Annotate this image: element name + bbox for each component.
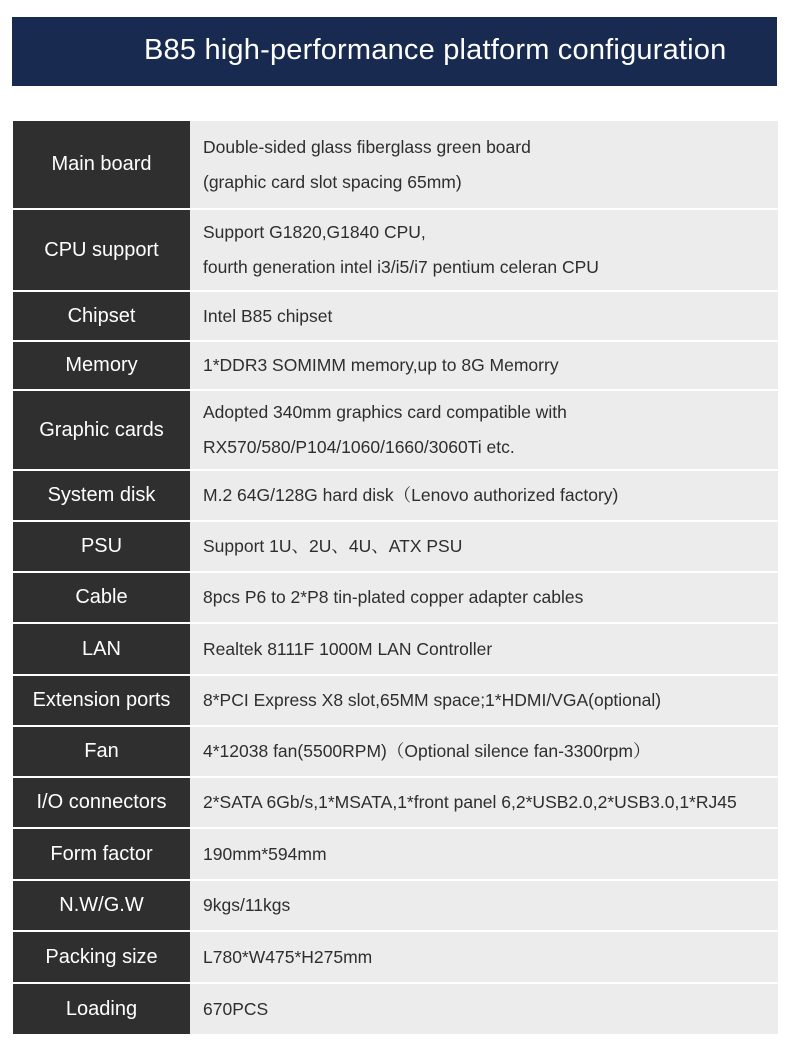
spec-row <box>13 727 778 778</box>
spec-label: Main board <box>13 121 190 208</box>
spec-row <box>13 624 778 676</box>
spec-value-line: 4*12038 fan(5500RPM)（Optional silence fan-3300rpm） <box>203 741 651 761</box>
spec-value <box>190 932 778 982</box>
spec-value <box>190 292 778 340</box>
spec-row <box>13 778 778 829</box>
spec-label: Extension ports <box>13 676 190 725</box>
spec-row <box>13 292 778 342</box>
spec-row <box>13 676 778 727</box>
spec-value-line: 8*PCI Express X8 slot,65MM space;1*HDMI/VGA(optional) <box>203 690 662 710</box>
spec-label: Chipset <box>13 292 190 340</box>
spec-value <box>190 391 778 469</box>
spec-value <box>190 778 778 827</box>
spec-label: PSU <box>13 522 190 571</box>
spec-value-line: 9kgs/11kgs <box>203 895 291 915</box>
spec-label: Cable <box>13 573 190 622</box>
spec-label: LAN <box>13 624 190 674</box>
spec-value-line: Support 1U、2U、4U、ATX PSU <box>203 536 463 556</box>
spec-value-line: RX570/580/P104/1060/1660/3060Ti etc. <box>203 437 515 457</box>
spec-value-line: Intel B85 chipset <box>203 305 333 326</box>
spec-label: Graphic cards <box>13 391 190 469</box>
spec-value-line: 670PCS <box>203 998 269 1019</box>
spec-value <box>190 522 778 571</box>
spec-row <box>13 984 778 1034</box>
spec-value <box>190 573 778 622</box>
spec-value <box>190 624 778 674</box>
spec-value <box>190 881 778 930</box>
header-banner <box>12 17 777 86</box>
spec-value <box>190 829 778 879</box>
spec-value-line: M.2 64G/128G hard disk（Lenovo authorized factory) <box>203 485 619 505</box>
spec-row <box>13 573 778 624</box>
spec-value-line: 190mm*594mm <box>203 843 327 864</box>
spec-row <box>13 471 778 522</box>
spec-label: N.W/G.W <box>13 881 190 930</box>
spec-value <box>190 342 778 389</box>
spec-value <box>190 121 778 208</box>
spec-row <box>13 881 778 932</box>
spec-label: System disk <box>13 471 190 520</box>
spec-label: Packing size <box>13 932 190 982</box>
spec-value-line: L780*W475*H275mm <box>203 946 373 967</box>
spec-value-line: (graphic card slot spacing 65mm) <box>203 171 462 192</box>
spec-value-line: 1*DDR3 SOMIMM memory,up to 8G Memorry <box>203 355 559 375</box>
spec-row <box>13 522 778 573</box>
spec-value-line: fourth generation intel i3/i5/i7 pentium celeran CPU <box>203 257 599 277</box>
spec-value <box>190 984 778 1034</box>
spec-row <box>13 829 778 881</box>
spec-row <box>13 210 778 292</box>
spec-value <box>190 471 778 520</box>
spec-value-line: 2*SATA 6Gb/s,1*MSATA,1*front panel 6,2*USB2.0,2*USB3.0,1*RJ45 <box>203 792 737 812</box>
spec-value-line: Adopted 340mm graphics card compatible with <box>203 402 567 422</box>
spec-value-line: Double-sided glass fiberglass green board <box>203 136 531 157</box>
spec-label: Memory <box>13 342 190 389</box>
spec-table <box>13 121 778 1034</box>
spec-label: Loading <box>13 984 190 1034</box>
spec-label: Form factor <box>13 829 190 879</box>
spec-row <box>13 391 778 471</box>
spec-row <box>13 342 778 391</box>
spec-label: CPU support <box>13 210 190 290</box>
spec-value-line: Support G1820,G1840 CPU, <box>203 222 426 242</box>
spec-row <box>13 121 778 210</box>
spec-label: Fan <box>13 727 190 776</box>
spec-value-line: 8pcs P6 to 2*P8 tin-plated copper adapter cables <box>203 587 584 607</box>
spec-value <box>190 210 778 290</box>
spec-value <box>190 727 778 776</box>
spec-value <box>190 676 778 725</box>
spec-label: I/O connectors <box>13 778 190 827</box>
spec-value-line: Realtek 8111F 1000M LAN Controller <box>203 638 493 659</box>
spec-row <box>13 932 778 984</box>
page-title: B85 high-performance platform configuration <box>144 34 727 66</box>
